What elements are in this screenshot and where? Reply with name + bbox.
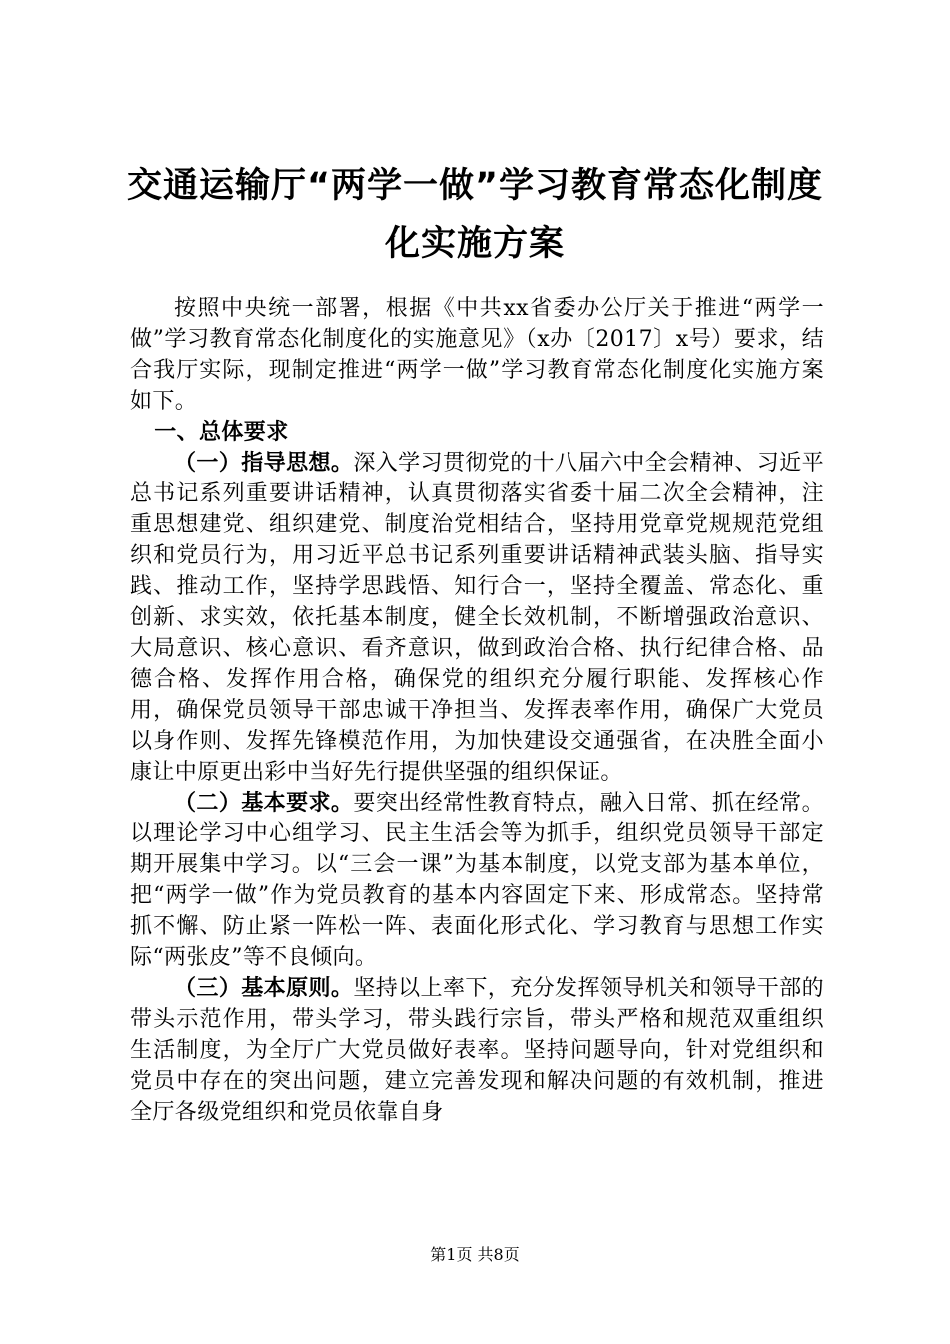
paragraph-basic-principles (130, 974, 824, 1129)
guiding-ideology-text: 深入学习贯彻党的十八届六中全会精神、习近平总书记系列重要讲话精神，认真贯彻落实省委十届二次全会精神，注重思想建党、组织建党、制度治党相结合，坚持用党章党规规范党组织和党员行为，用习近平总书记系列重要讲话精神武装头脑、指导实践、推动工作，坚持学思践悟、知行合一，坚持全覆盖、常态化、重创新、求实效，依托基本制度，健全长效机制，不断增强政治意识、大局意识、核心意识、看齐意识，做到政治合格、执行纪律合格、品德合格、发挥作用合格，确保党的组织充分履行职能、发挥核心作用，确保党员领导干部忠诚干净担当、发挥表率作用，确保广大党员以身作则、发挥先锋模范作用，为加快建设交通强省，在决胜全面小康让中原更出彩中当好先行提供坚强的组织保证。 (130, 450, 824, 785)
section-heading-general-requirements: 一、总体要求 (154, 419, 289, 445)
subheading-guiding-ideology: （一）指导思想。 (174, 450, 354, 476)
basic-principles-text: 坚持以上率下，充分发挥领导机关和领导干部的带头示范作用，带头学习，带头践行宗旨，带头严格和规范双重组织生活制度，为全厅广大党员做好表率。坚持问题导向，针对党组织和党员中存在的突出问题，建立完善发现和解决问题的有效机制，推进全厅各级党组织和党员依靠自身 (130, 975, 824, 1125)
paragraph-guiding-ideology (130, 449, 824, 789)
basic-requirements-text: 要突出经常性教育特点，融入日常、抓在经常。以理论学习中心组学习、民主生活会等为抓手，组织党员领导干部定期开展集中学习。以“三会一课”为基本制度，以党支部为基本单位，把“两学一做”作为党员教育的基本内容固定下来、形成常态。坚持常抓不懈、防止紧一阵松一阵、表面化形式化、学习教育与思想工作实际“两张皮”等不良倾向。 (130, 790, 824, 971)
page-number-footer: 第1页 共8页 (430, 1245, 520, 1264)
document-title-line-2: 化实施方案 (384, 224, 565, 264)
subheading-basic-requirements: （二）基本要求。 (174, 790, 354, 816)
intro-paragraph: 按照中央统一部署，根据《中共xx省委办公厅关于推进“两学一做”学习教育常态化制度化的实施意见》（x办〔2017〕x号）要求，结合我厅实际，现制定推进“两学一做”学习教育常态化制度化实施方案如下。 (130, 296, 824, 414)
paragraph-basic-requirements (130, 789, 824, 974)
document-title-line-1: 交通运输厅“两学一做”学习教育常态化制度 (126, 166, 823, 206)
subheading-basic-principles: （三）基本原则。 (174, 975, 354, 1001)
document-body (130, 294, 824, 1128)
